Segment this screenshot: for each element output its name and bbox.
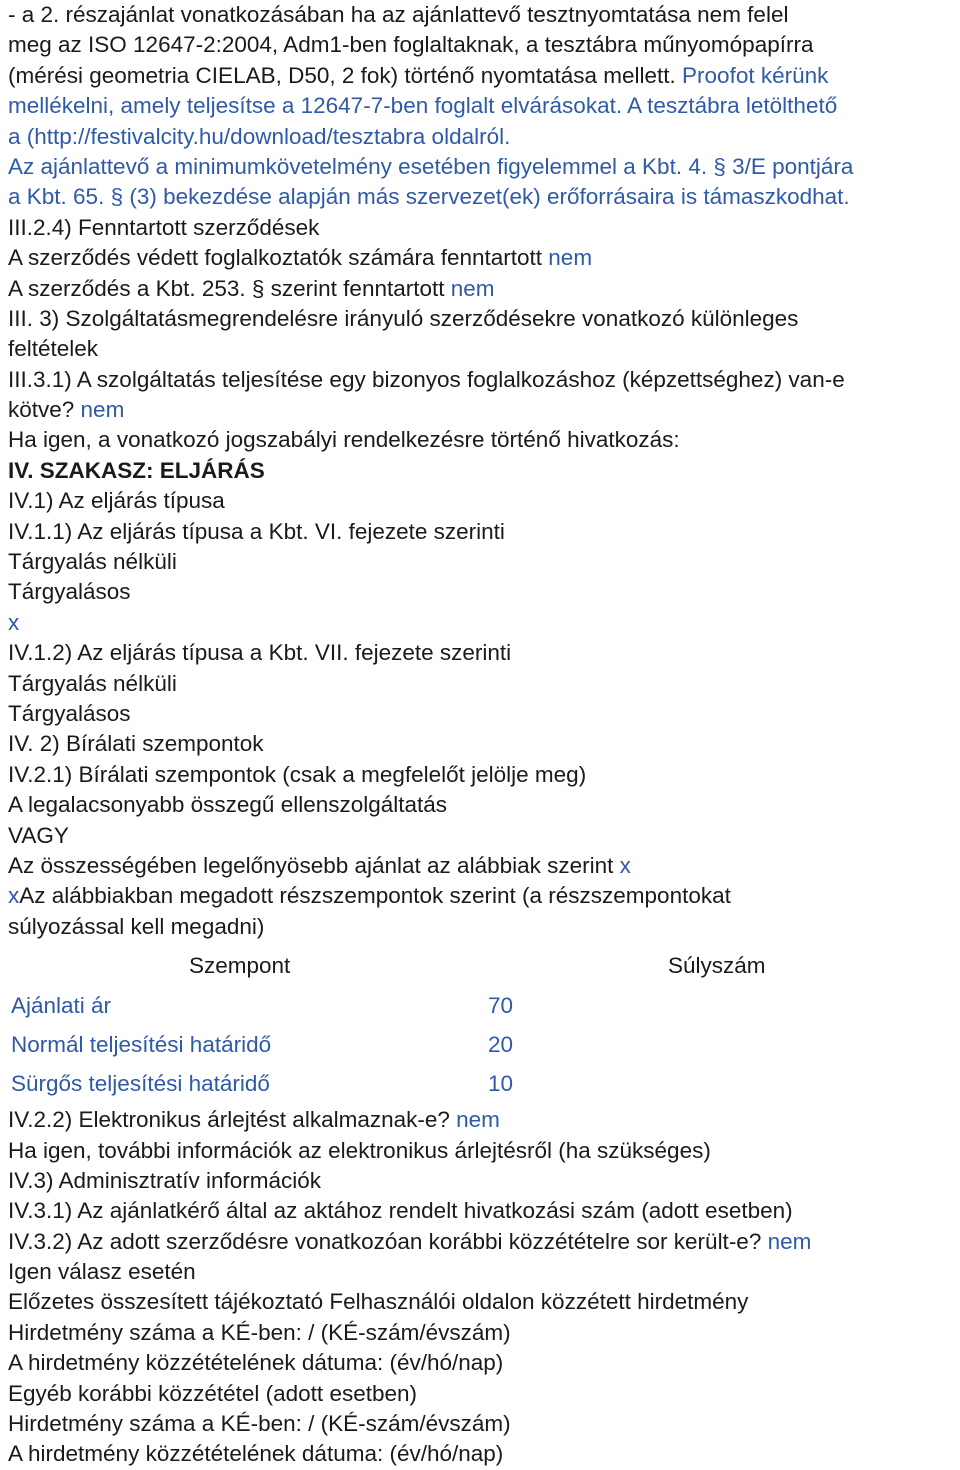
- table-row: [8, 986, 958, 1025]
- section-heading: IV. SZAKASZ: ELJÁRÁS: [8, 457, 265, 483]
- info-line: A hirdetmény közzétételének dátuma: (év/hó/nap): [8, 1441, 504, 1467]
- section-title: III. 3) Szolgáltatásmegrendelésre irányuló szerződésekre vonatkozó különleges: [8, 305, 799, 331]
- weight-cell: 10: [488, 1071, 514, 1097]
- question-text: A szerződés védett foglalkoztatók számára fenntartott: [8, 245, 549, 271]
- question-line: [8, 243, 958, 273]
- criterion-cell: Ajánlati ár: [11, 993, 112, 1019]
- info-line: IV.3) Adminisztratív információk: [8, 1167, 322, 1193]
- option-line: Tárgyalás nélküli: [8, 670, 177, 696]
- intro-line: [8, 61, 958, 91]
- intro-line: a Kbt. 65. § (3) bekezdése alapján más szervezet(ek) erőforrásaira is támaszkodhat.: [8, 184, 850, 210]
- section-title: feltételek: [8, 336, 99, 362]
- info-line: Egyéb korábbi közzététel (adott esetben): [8, 1380, 417, 1406]
- intro-line: meg az ISO 12647-2:2004, Adm1-ben foglaltaknak, a tesztábra műnyomópapírra: [8, 32, 814, 58]
- option-line: súlyozással kell megadni): [8, 913, 265, 939]
- option-line: Tárgyalásos: [8, 579, 131, 605]
- selected-mark: x: [619, 852, 631, 878]
- procedure-line: IV. 2) Bírálati szempontok: [8, 731, 264, 757]
- option-line: [8, 851, 958, 881]
- option-line: VAGY: [8, 822, 69, 848]
- option-line: Tárgyalásos: [8, 700, 131, 726]
- intro-line: mellékelni, amely teljesítse a 12647-7-ben foglalt elvárásokat. A tesztábra letölthető: [8, 93, 838, 119]
- info-line: Igen válasz esetén: [8, 1259, 196, 1285]
- weight-cell: 70: [488, 993, 514, 1019]
- section-reserved-contracts: [8, 213, 958, 304]
- question-line: III.3.1) A szolgáltatás teljesítése egy bizonyos foglalkozáshoz (képzettséghez) van-e: [8, 366, 845, 392]
- question-line: [8, 395, 958, 425]
- procedure-line: IV.2.1) Bírálati szempontok (csak a megfelelőt jelölje meg): [8, 761, 587, 787]
- question-text: IV.2.2) Elektronikus árlejtést alkalmaznak-e?: [8, 1107, 457, 1133]
- answer-value: nem: [80, 397, 125, 423]
- section-procedure: [8, 456, 958, 942]
- intro-line: - a 2. részajánlat vonatkozásában ha az ajánlattevő tesztnyomtatása nem felel: [8, 2, 789, 27]
- info-line: Előzetes összesített tájékoztató Felhasználói oldalon közzétett hirdetmény: [8, 1289, 749, 1315]
- answer-value: nem: [450, 275, 495, 301]
- procedure-line: IV.1.1) Az eljárás típusa a Kbt. VI. fejezete szerinti: [8, 518, 505, 544]
- download-link-text: a (http://festivalcity.hu/download/tesztabra oldalról.: [8, 123, 511, 149]
- section-service-conditions: [8, 304, 958, 456]
- info-line: Ha igen, további információk az elektronikus árlejtésről (ha szükséges): [8, 1137, 711, 1163]
- criteria-table: [8, 946, 958, 1103]
- procedure-line: IV.1.2) Az eljárás típusa a Kbt. VII. fejezete szerinti: [8, 640, 512, 666]
- intro-paragraph: [8, 0, 958, 213]
- question-line: [8, 1105, 958, 1135]
- intro-line: Az ajánlattevő a minimumkövetelmény esetében figyelemmel a Kbt. 4. § 3/E pontjára: [8, 153, 854, 179]
- criteria-table-header: [8, 946, 958, 986]
- option-line: Tárgyalás nélküli: [8, 549, 177, 575]
- intro-text: (mérési geometria CIELAB, D50, 2 fok) történő nyomtatása mellett.: [8, 62, 676, 88]
- criterion-cell: Sürgős teljesítési határidő: [11, 1071, 270, 1097]
- selected-mark: x: [8, 883, 20, 909]
- table-row: [8, 1025, 958, 1064]
- info-line: IV.3.1) Az ajánlatkérő által az aktához rendelt hivatkozási szám (adott esetben): [8, 1198, 793, 1224]
- question-text: IV.3.2) Az adott szerződésre vonatkozóan korábbi közzétételre sor került-e?: [8, 1228, 768, 1254]
- info-line: Hirdetmény száma a KÉ-ben: / (KÉ-szám/évszám): [8, 1411, 511, 1437]
- section-admin-info: [8, 1105, 958, 1470]
- question-line: [8, 274, 958, 304]
- question-line: [8, 1227, 958, 1257]
- selected-mark: x: [8, 609, 20, 635]
- option-text: Az alábbiakban megadott részszempontok szerint (a részszempontokat: [19, 883, 731, 909]
- criterion-cell: Normál teljesítési határidő: [11, 1032, 272, 1058]
- option-line: A legalacsonyabb összegű ellenszolgáltatás: [8, 792, 448, 818]
- section-title: III.2.4) Fenntartott szerződések: [8, 214, 320, 240]
- answer-value: nem: [767, 1228, 812, 1254]
- info-line: Hirdetmény száma a KÉ-ben: / (KÉ-szám/évszám): [8, 1319, 511, 1345]
- option-text: Az összességében legelőnyösebb ajánlat az alábbiak szerint: [8, 852, 620, 878]
- header-weight: Súlyszám: [668, 953, 766, 979]
- document-page: [8, 0, 958, 1470]
- weight-cell: 20: [488, 1032, 514, 1058]
- answer-value: nem: [548, 245, 593, 271]
- answer-value: nem: [456, 1107, 500, 1133]
- question-text: kötve?: [8, 397, 81, 423]
- procedure-line: IV.1) Az eljárás típusa: [8, 488, 225, 514]
- option-line: [8, 881, 958, 911]
- info-line: A hirdetmény közzétételének dátuma: (év/hó/nap): [8, 1350, 504, 1376]
- question-line: Ha igen, a vonatkozó jogszabályi rendelkezésre történő hivatkozás:: [8, 427, 680, 453]
- proof-note: Proofot kérünk: [675, 62, 829, 88]
- table-row: [8, 1064, 958, 1103]
- header-criterion: Szempont: [189, 953, 291, 979]
- question-text: A szerződés a Kbt. 253. § szerint fenntartott: [8, 275, 451, 301]
